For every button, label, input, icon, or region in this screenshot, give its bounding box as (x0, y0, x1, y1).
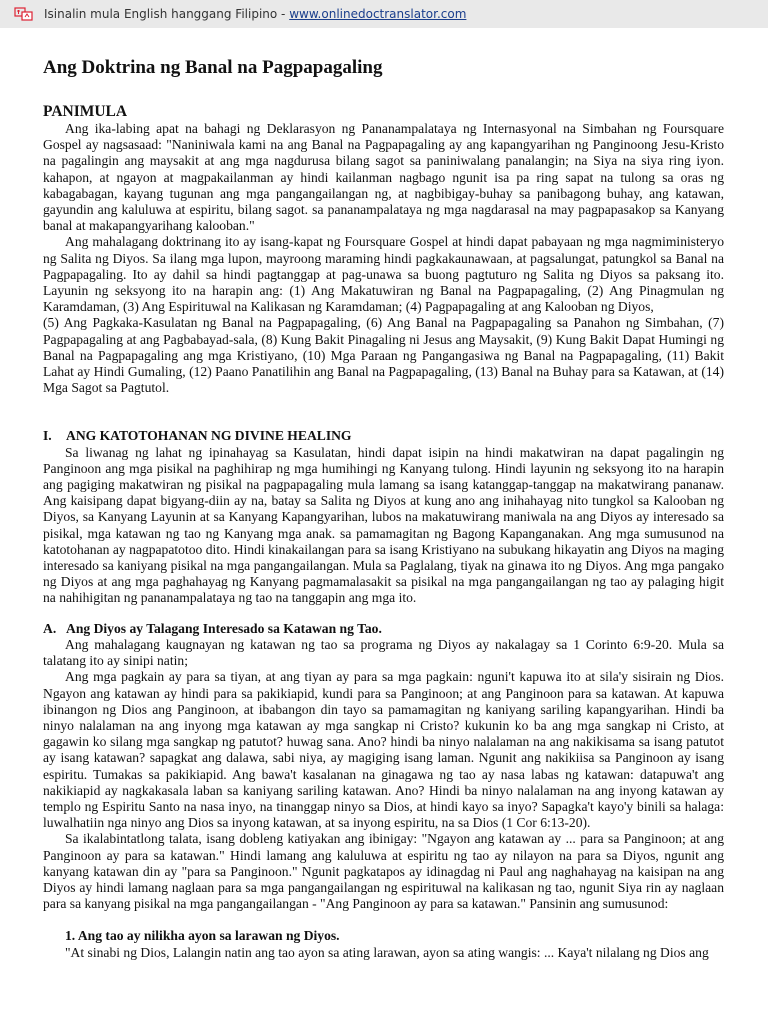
subsection-a-number: A. (43, 620, 57, 636)
translator-link[interactable]: www.onlinedoctranslator.com (289, 7, 467, 21)
banner-text: Isinalin mula English hanggang Filipino - (44, 7, 286, 21)
subsection-a-paragraph-1: Ang mahalagang kaugnayan ng katawan ng tao sa programa ng Diyos ay nakalagay sa 1 Corinto 6:9-20. Mula sa talatang ito ay sinipi natin; (43, 636, 724, 669)
section-1-number: I. (43, 428, 52, 444)
subsection-a-paragraph-3: Sa ikalabintatlong talata, isang dobleng katiyakan ang ibinigay: "Ngayon ang katawan ay ... para sa Panginoon; at ang Panginoon ay para sa katawan." Hindi lamang ang kaluluwa at espiritu ng tao ay nilayon na para sa Diyos, ngunit ang kanyang katawan din ay "para sa Panginoon." Ngunit pagkatapos ay idinagdag ni Paul ang naghahayag na kaisipan na ang Diyos ay hindi lamang naglaan para sa mga pangangailangan ng espirituwal na kalikasan ng tao, ngunit Siya rin ay naglaan para sa kanyang pisikal na mga pangangailangan - "Ang Panginoon ay para sa katawan." Pansinin ang sumusunod: (43, 831, 724, 912)
intro-paragraph-1: Ang ika-labing apat na bahagi ng Deklarasyon ng Pananampalataya ng Internasyonal na Simbahan ng Foursquare Gospel ay nagsasaad: "Naniniwala kami na ang Banal na Pagpapagaling ay ang kapangyarihan ng Panginoong Jesu-Kristo na pagalingin ang maysakit at ang mga nagdurusa bilang sagot sa paniniwalang panalangin; na Siya na siya ring iyon. kahapon, at ngayon at magpakailanman ay hindi kailanman nagbago ngunit isa pa ring sapat na tulong sa oras ng kabagabagan, kayang tugunan ang mga pangangailangan ng, at nagbibigay-buhay sa panibagong buhay, ang katawan, gayundin ang kaluluwa at espiritu, bilang sagot. sa pananampalataya ng mga nagdarasal na may pagpapasakop sa Kanyang banal at makapangyarihang kalooban." (43, 121, 724, 234)
list-item-1-heading: 1. Ang tao ay nilikha ayon sa larawan ng Diyos. (65, 928, 340, 944)
intro-paragraph-2: Ang mahalagang doktrinang ito ay isang-kapat ng Foursquare Gospel at hindi dapat pabayaan ng mga nagmiministeryo ng Salita ng Diyos. Sa ilang mga lupon, mayroong maraming hindi pagkakaunawaan, at pagsalungat, patungkol sa Banal na Pagpapagaling. Ito ay dahil sa hindi pagtanggap at pag-unawa sa buong pagtuturo ng Salita ng Diyos sa paksang ito. Layunin ng seksyong ito na harapin ang: (1) Ang Makatuwiran ng Banal na Pagpapagaling, (2) Ang Pinagmulan ng Karamdaman, (3) Ang Espirituwal na Kalikasan ng Karamdaman; (4) Pagpapagaling at ang Kalooban ng Diyos, (43, 234, 724, 315)
translate-icon (14, 7, 34, 21)
list-item-1-paragraph: "At sinabi ng Dios, Lalangin natin ang tao ayon sa ating larawan, ayon sa ating wangis: ... Kaya't nilalang ng Dios ang (65, 944, 709, 960)
subsection-a-heading (43, 621, 724, 637)
section-1-heading (43, 428, 724, 444)
intro-paragraph-3: (5) Ang Pagkaka-Kasulatan ng Banal na Pagpapagaling, (6) Ang Banal na Pagpapagaling sa Panahon ng Simbahan, (7) Pagpapagaling at ang Pagbabayad-sala, (8) Kung Bakit Pinagaling ni Jesus ang Maysakit, (9) Kung Bakit Dapat Humingi ng Banal na Pagpapagaling ang mga Kristiyano, (10) Mga Paraan ng Pangangasiwa ng Banal na Pagpapagaling, (11) Bakit Lahat ay Hindi Gumaling, (12) Paano Panatilihin ang Banal na Pagpapagaling, (13) Banal na Buhay para sa Katawan, at (14) Mga Sagot sa Pagtutol. (43, 315, 724, 396)
intro-heading: PANIMULA (43, 103, 128, 120)
page-title: Ang Doktrina ng Banal na Pagpapagaling (43, 57, 383, 78)
section-1-paragraph-1: Sa liwanag ng lahat ng ipinahayag sa Kasulatan, hindi dapat isipin na hindi makatwiran na dapat pagalingin ng Panginoon ang mga pisikal na paghihirap ng mga humihingi ng Kanyang tulong. Hindi layunin ng seksyong ito na harapin ang pagiging makatwiran ng pisikal na pagpapagaling mula lamang sa isang katanggap-tanggap na makatwirang pananaw. Ang kaisipang dapat bigyang-diin ay na, batay sa Salita ng Diyos at kung ano ang inihahayag nito tungkol sa Kalooban ng Diyos, sa Kanyang Layunin at sa Kanyang Kapangyarihan, lubos na makatuwirang maniwala na ang Diyos ay interesado sa pisikal, mga katawan ng tao ng Kanyang mga anak. sa pamamagitan ng Bagong Kapanganakan. Ang mga sumusunod na katotohanan ay nagpapatotoo dito. Hindi kinakailangan para sa isang Kristiyano na subukang hikayatin ang Diyos na maging interesado sa kaniyang pisikal na mga pangangailangan. Mula sa Paglalang, tiyak na ginawa ito ng Diyos. Ang mga pangako ng Diyos at ang mga paghahayag ng Kanyang pagmamalasakit sa pisikal na mga pangangailangan ng tao ay palaging higit na nahihigitan ng pananampalataya ng tao na tanggapin ang mga ito. (43, 444, 724, 606)
subsection-a-title: Ang Diyos ay Talagang Interesado sa Katawan ng Tao. (66, 620, 382, 636)
section-1-title: ANG KATOTOHANAN NG DIVINE HEALING (66, 428, 352, 444)
subsection-a-paragraph-2: Ang mga pagkain ay para sa tiyan, at ang tiyan ay para sa mga pagkain: nguni't kapuwa ito at sila'y sisirain ng Dios. Ngayon ang katawan ay hindi para sa pakikiapid, kundi para sa Panginoon; at ang Panginoon para sa katawan. At kapuwa ibinangon ng Dios ang Panginoon, at ibabangon din tayo sa pamamagitan ng kaniyang sariling kapangyarihan. Hindi ba ninyo nalalaman na ang inyong mga katawan ay mga sangkap ni Cristo? kukunin ko ba ang mga sangkap ni Cristo, at gagawin ko silang mga sangkap ng patutot? huwag sana. Ano? hindi ba ninyo nalalaman na ang nakikisama sa isang patutot ay isang katawan? sapagkat ang dalawa, sabi niya, ay magiging isang laman. Ngunit ang nakikiisa sa Panginoon ay isang espiritu. Tumakas sa pakikiapid. Ang bawa't kasalanan na ginagawa ng tao ay nasa labas ng katawan: datapuwa't ang nakikiapid ay nagkakasala laban sa kaniyang sariling katawan. Ano? Hindi ba ninyo nalalaman na ang inyong katawan ay templo ng Espiritu Santo na nasa inyo, na tinanggap ninyo sa Dios, at hindi kayo sa inyo? Sapagka't kayo'y binili sa halaga: luwalhatiin nga ninyo ang Dios sa inyong katawan, at sa inyong espiritu, na sa Dios (1 Cor 6:13-20). (43, 669, 724, 831)
document-body (0, 57, 768, 961)
translation-banner (0, 0, 768, 28)
